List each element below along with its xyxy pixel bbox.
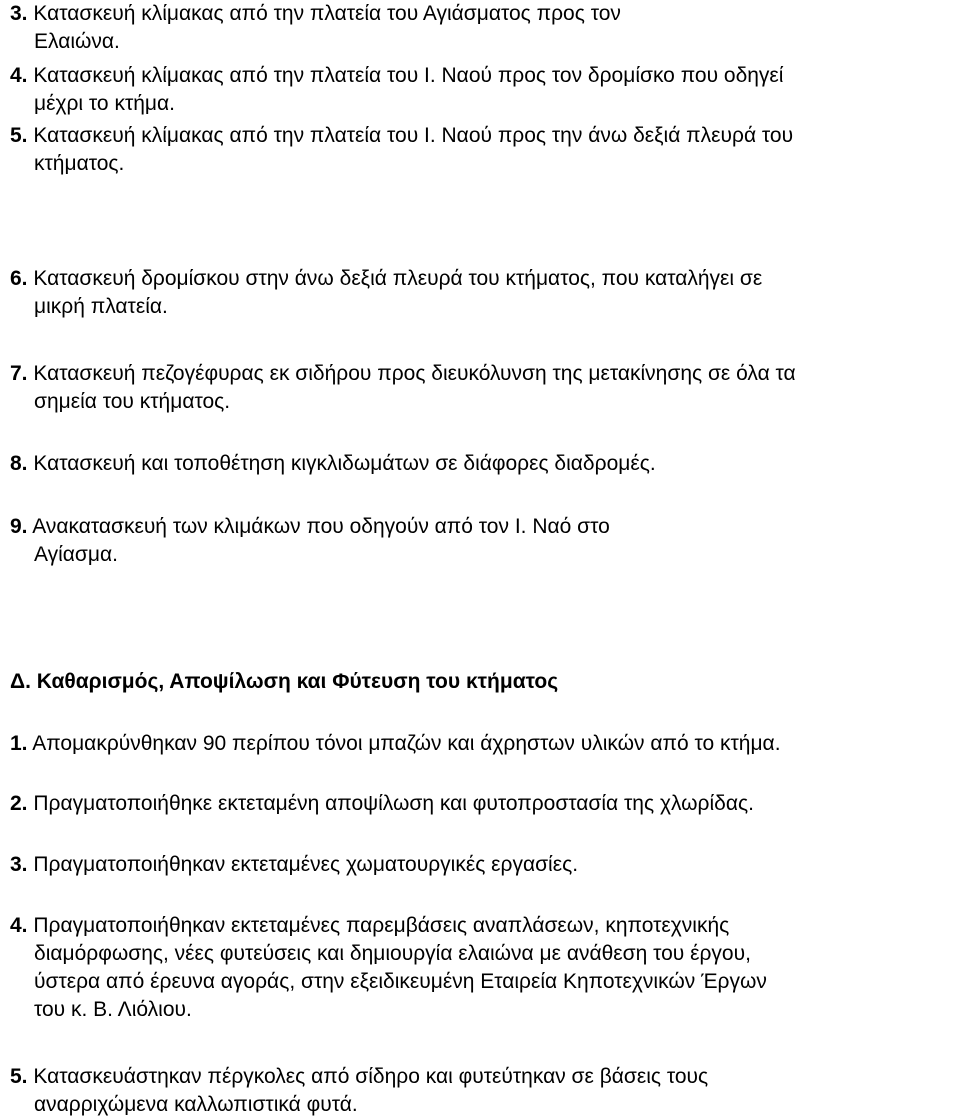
item-text: Κατασκευή και τοποθέτηση κιγκλιδωμάτων σε διάφορες διαδρομές. <box>33 452 656 475</box>
item-text-continued: σημεία του κτήματος. <box>34 390 231 413</box>
list-item <box>10 513 955 569</box>
item-text: Πραγματοποιήθηκε εκτεταμένη αποψίλωση και φυτοπροστασία της χλωρίδας. <box>33 792 754 815</box>
item-text-continued: κτήματος. <box>34 152 125 175</box>
item-text: Κατασκευή κλίμακας από την πλατεία του Ι. Ναού προς τον δρομίσκο που οδηγεί <box>33 64 784 87</box>
item-text-continued: αναρριχώμενα καλλωπιστικά φυτά. <box>34 1093 358 1116</box>
item-number: 3. <box>10 2 28 25</box>
item-text: Απομακρύνθηκαν 90 περίπου τόνοι μπαζών και άχρηστων υλικών από το κτήμα. <box>32 732 781 755</box>
item-text: Πραγματοποιήθηκαν εκτεταμένες χωματουργικές εργασίες. <box>33 853 579 876</box>
item-number: 4. <box>10 914 28 937</box>
item-text: Κατασκευή δρομίσκου στην άνω δεξιά πλευρά του κτήματος, που καταλήγει σε <box>33 267 763 290</box>
item-text: Πραγματοποιήθηκαν εκτεταμένες παρεμβάσεις αναπλάσεων, κηποτεχνικής <box>33 914 730 937</box>
item-number: 2. <box>10 792 28 815</box>
item-number: 3. <box>10 853 28 876</box>
item-text-continued: ύστερα από έρευνα αγοράς, στην εξειδικευμένη Εταιρεία Κηποτεχνικών Έργων <box>34 970 767 993</box>
list-item <box>10 450 955 478</box>
list-item <box>10 0 955 56</box>
item-number: 5. <box>10 1065 28 1088</box>
section-heading: Δ. Καθαρισμός, Αποψίλωση και Φύτευση του κτήματος <box>10 670 559 693</box>
item-text: Ανακατασκευή των κλιμάκων που οδηγούν από τον Ι. Ναό στο <box>32 515 610 538</box>
item-text-continued: μικρή πλατεία. <box>34 295 168 318</box>
list-item <box>10 790 955 818</box>
item-text: Κατασκευή πεζογέφυρας εκ σιδήρου προς διευκόλυνση της μετακίνησης σε όλα τα <box>33 362 796 385</box>
list-item <box>10 1063 955 1119</box>
item-text-continued: διαμόρφωσης, νέες φυτεύσεις και δημιουργία ελαιώνα με ανάθεση του έργου, <box>34 942 751 965</box>
item-number: 4. <box>10 64 28 87</box>
item-number: 1. <box>10 732 28 755</box>
item-text-continued: Αγίασμα. <box>34 543 118 566</box>
list-item <box>10 360 955 416</box>
list-item <box>10 730 955 758</box>
item-text: Κατασκευή κλίμακας από την πλατεία του Ι. Ναού προς την άνω δεξιά πλευρά του <box>33 124 794 147</box>
item-text: Κατασκευάστηκαν πέργκολες από σίδηρο και φυτεύτηκαν σε βάσεις τους <box>33 1065 709 1088</box>
list-item <box>10 912 955 1024</box>
item-number: 6. <box>10 267 28 290</box>
list-item <box>10 122 955 178</box>
item-number: 9. <box>10 515 28 538</box>
item-text: Κατασκευή κλίμακας από την πλατεία του Αγιάσματος προς τον <box>33 2 621 25</box>
item-number: 8. <box>10 452 28 475</box>
item-number: 5. <box>10 124 28 147</box>
list-item <box>10 62 955 118</box>
item-text-continued: Ελαιώνα. <box>34 30 120 53</box>
item-number: 7. <box>10 362 28 385</box>
item-text-continued: μέχρι το κτήμα. <box>34 92 175 115</box>
list-item <box>10 265 955 321</box>
list-item <box>10 851 955 879</box>
item-text-continued: του κ. Β. Λιόλιου. <box>34 998 192 1021</box>
